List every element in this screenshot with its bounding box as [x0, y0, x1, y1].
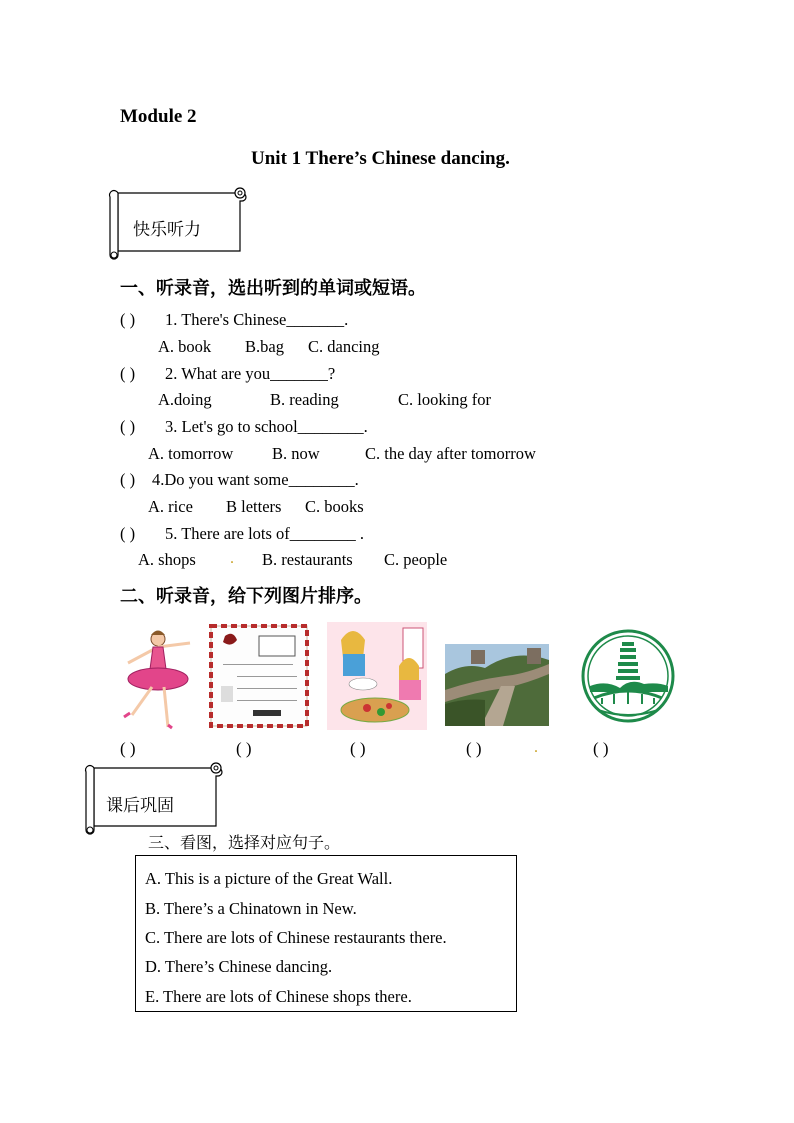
postcard-picture	[207, 622, 311, 730]
section3-heading: 三、看图，选择对应句子。	[148, 833, 341, 852]
picture-2-answer-paren: ( )	[236, 739, 252, 758]
picture-1-answer-paren: ( )	[120, 739, 136, 758]
sentence-a: A. This is a picture of the Great Wall.	[145, 869, 393, 888]
question-2-option-b: B. reading	[270, 390, 339, 409]
question-2-paren: ( )	[120, 364, 136, 383]
question-1-stem: 1. There's Chinese_______.	[165, 310, 349, 329]
restaurant-dinner-picture	[327, 622, 427, 730]
picture-5-answer-paren: ( )	[593, 739, 609, 758]
sentence-c: C. There are lots of Chinese restaurants there.	[145, 928, 447, 947]
question-1-option-a: A. book	[158, 337, 212, 356]
question-4-paren: ( )	[120, 470, 136, 489]
picture-3-answer-paren: ( )	[350, 739, 366, 758]
module-title: Module 2	[120, 106, 197, 127]
question-3-option-b: B. now	[272, 444, 320, 463]
sentence-e: E. There are lots of Chinese shops there.	[145, 987, 412, 1006]
great-wall-picture	[445, 644, 549, 726]
question-5-option-a: A. shops	[138, 550, 196, 569]
sentence-d: D. There’s Chinese dancing.	[145, 957, 333, 976]
question-2-option-c: C. looking for	[398, 390, 492, 409]
question-5-stem: 5. There are lots of________ .	[165, 524, 365, 543]
section1-heading: 一、听录音，选出听到的单词或短语。	[120, 278, 426, 299]
ballet-dancer-picture	[118, 625, 198, 730]
question-3-stem: 3. Let's go to school________.	[165, 417, 368, 436]
question-4-option-c: C. books	[305, 497, 364, 516]
question-3-option-c: C. the day after tomorrow	[365, 444, 536, 463]
question-4-option-a: A. rice	[148, 497, 193, 516]
unit-title: Unit 1 There’s Chinese dancing.	[251, 148, 510, 169]
scroll-banner-listening	[108, 183, 250, 261]
section2-heading: 二、听录音，给下列图片排序。	[120, 586, 372, 607]
banner-label: 快乐听力	[133, 220, 201, 240]
question-2-stem: 2. What are you_______?	[165, 364, 336, 383]
pagoda-emblem-picture	[580, 628, 676, 724]
question-5-paren: ( )	[120, 524, 136, 543]
question-4-option-b: B letters	[226, 497, 282, 516]
scroll-banner-review	[84, 758, 226, 836]
question-3-option-a: A. tomorrow	[148, 444, 234, 463]
stray-dot: .	[534, 739, 538, 756]
banner-label: 课后巩固	[106, 796, 174, 816]
question-3-paren: ( )	[120, 417, 136, 436]
question-5-option-c: C. people	[384, 550, 448, 569]
question-1-option-c: C. dancing	[308, 337, 380, 356]
question-1-option-b: B.bag	[245, 337, 284, 356]
question-5-option-b: B. restaurants	[262, 550, 353, 569]
sentence-box	[135, 855, 517, 1012]
question-1-paren: ( )	[120, 310, 136, 329]
question-4-stem: 4.Do you want some________.	[152, 470, 359, 489]
picture-4-answer-paren: ( )	[466, 739, 482, 758]
question-5-stray-dot: .	[230, 550, 234, 567]
sentence-b: B. There’s a Chinatown in New.	[145, 899, 357, 918]
question-2-option-a: A.doing	[158, 390, 212, 409]
